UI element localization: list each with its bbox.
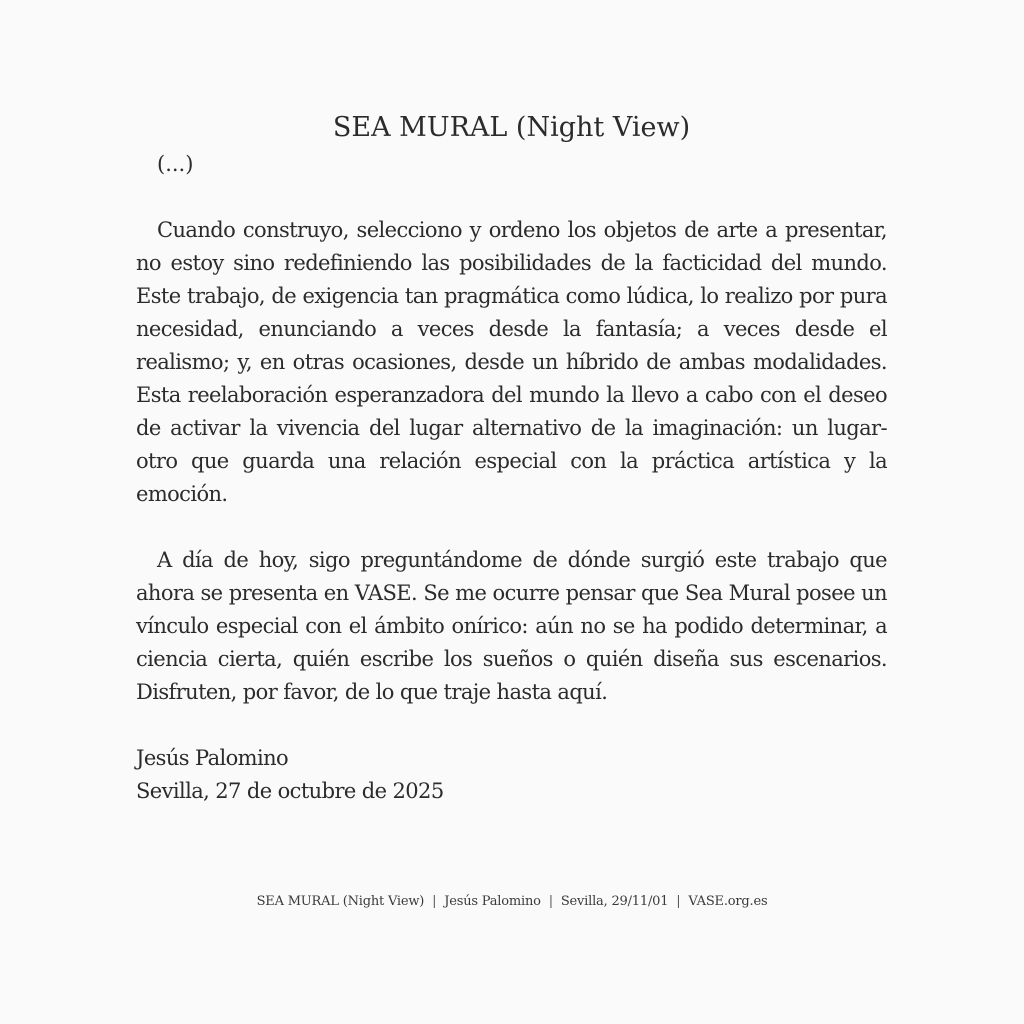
footer-author: Jesús Palomino [444,894,541,909]
signature-author: Jesús Palomino [136,746,289,770]
footer-separator: | [432,894,437,909]
spacer [136,181,887,214]
paragraph-2: A día de hoy, sigo preguntándome de dónde surgió este trabajo que ahora se presenta en VASE. Se me ocurre pensar que Sea Mural posee un vínculo especial con el ámbito onírico: aún no se ha podido determinar, a ciencia cierta, quién escribe los sueños o quién diseña sus escenarios. Disfruten, por favor, de lo que traje hasta aquí. [136,548,887,704]
ellipsis-marker: (...) [157,152,194,176]
footer-title: SEA MURAL (Night View) [256,894,425,909]
spacer [136,709,887,742]
paragraph-1: Cuando construyo, selecciono y ordeno los objetos de arte a presentar, no estoy sino redefiniendo las posibilidades de la facticidad del mundo. Este trabajo, de exigencia tan pragmática como lúdica, lo realizo por pura necesidad, enunciando a veces desde la fantasía; a veces desde el realismo; y, en otras ocasiones, desde un híbrido de ambas modalidades. Esta reelaboración esperanzadora del mundo la llevo a cabo con el deseo de activar la vivencia del lugar alternativo de la imaginación: un lugar-otro que guarda una relación especial con la práctica artística y la emoción. [136,218,887,506]
footer-place-date: Sevilla, 29/11/01 [560,894,669,909]
document-body [136,108,887,808]
footer-site-link[interactable]: VASE.org.es [688,894,768,909]
document-title: SEA MURAL (Night View) [332,112,691,143]
page-footer [0,894,1024,909]
footer-separator: | [548,894,553,909]
spacer [136,511,887,544]
footer-separator: | [676,894,681,909]
signature-place-date: Sevilla, 27 de octubre de 2025 [136,779,444,803]
